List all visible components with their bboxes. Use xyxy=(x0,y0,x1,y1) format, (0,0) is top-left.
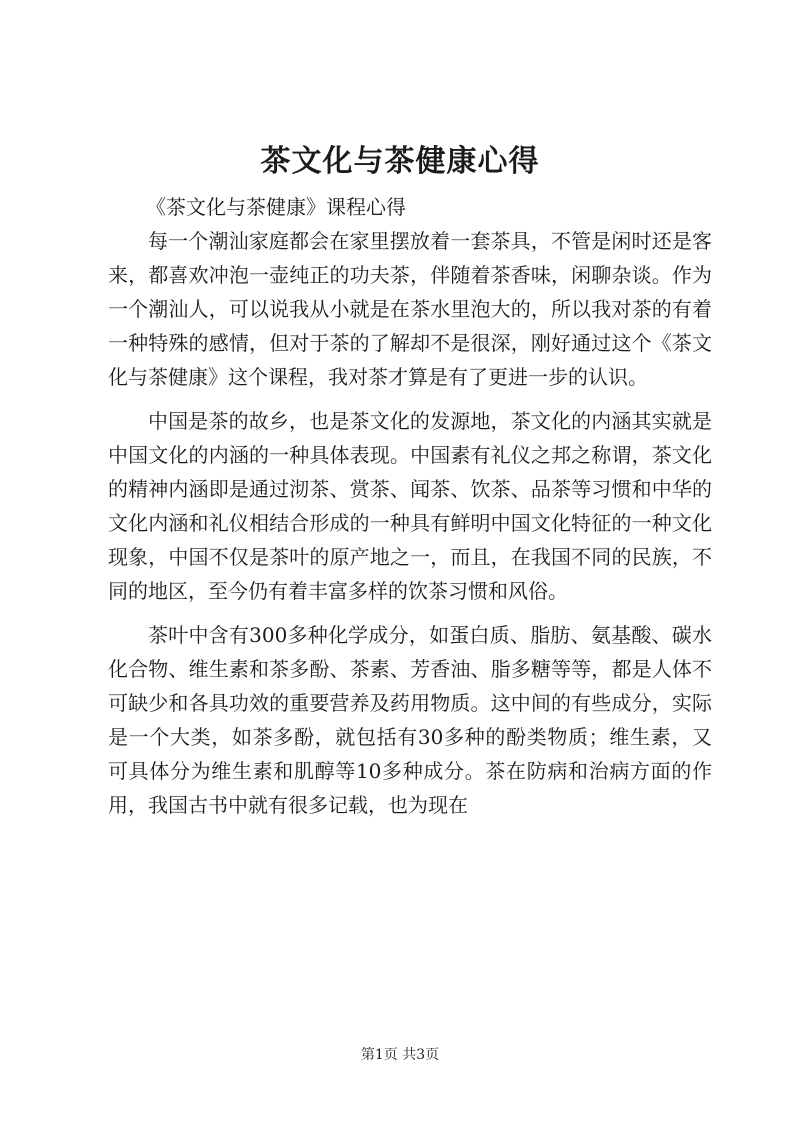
page-title: 茶文化与茶健康心得 xyxy=(260,144,540,179)
paragraph-3: 茶叶中含有300多种化学成分，如蛋白质、脂肪、氨基酸、碳水化合物、维生素和茶多酚、茶素、芳香油、脂多糖等等，都是人体不可缺少和各具功效的重要营养及药用物质。这中间的有些成分，实际是一个大类，如茶多酚，就包括有30多种的酚类物质；维生素，又可具体分为维生素和肌醇等10多种成分。茶在防病和治病方面的作用，我国古书中就有很多记载，也为现在 xyxy=(108,623,712,817)
document-body xyxy=(108,224,712,832)
paragraph-2: 中国是茶的故乡，也是茶文化的发源地，茶文化的内涵其实就是中国文化的内涵的一种具体表现。中国素有礼仪之邦之称谓，茶文化的精神内涵即是通过沏茶、赏茶、闻茶、饮茶、品茶等习惯和中华的文化内涵和礼仪相结合形成的一种具有鲜明中国文化特征的一种文化现象，中国不仅是茶叶的原产地之一，而且，在我国不同的民族，不同的地区，至今仍有着丰富多样的饮茶习惯和风俗。 xyxy=(108,409,712,603)
course-subtitle: 《茶文化与茶健康》课程心得 xyxy=(146,195,406,219)
page-number-footer: 第1页 共3页 xyxy=(360,1047,440,1063)
paragraph-1: 每一个潮汕家庭都会在家里摆放着一套茶具，不管是闲时还是客来，都喜欢冲泡一壶纯正的功夫茶，伴随着茶香味，闲聊杂谈。作为一个潮汕人，可以说我从小就是在茶水里泡大的，所以我对茶的有着一种特殊的感情，但对于茶的了解却不是很深，刚好通过这个《茶文化与茶健康》这个课程，我对茶才算是有了更进一步的认识。 xyxy=(108,229,712,389)
